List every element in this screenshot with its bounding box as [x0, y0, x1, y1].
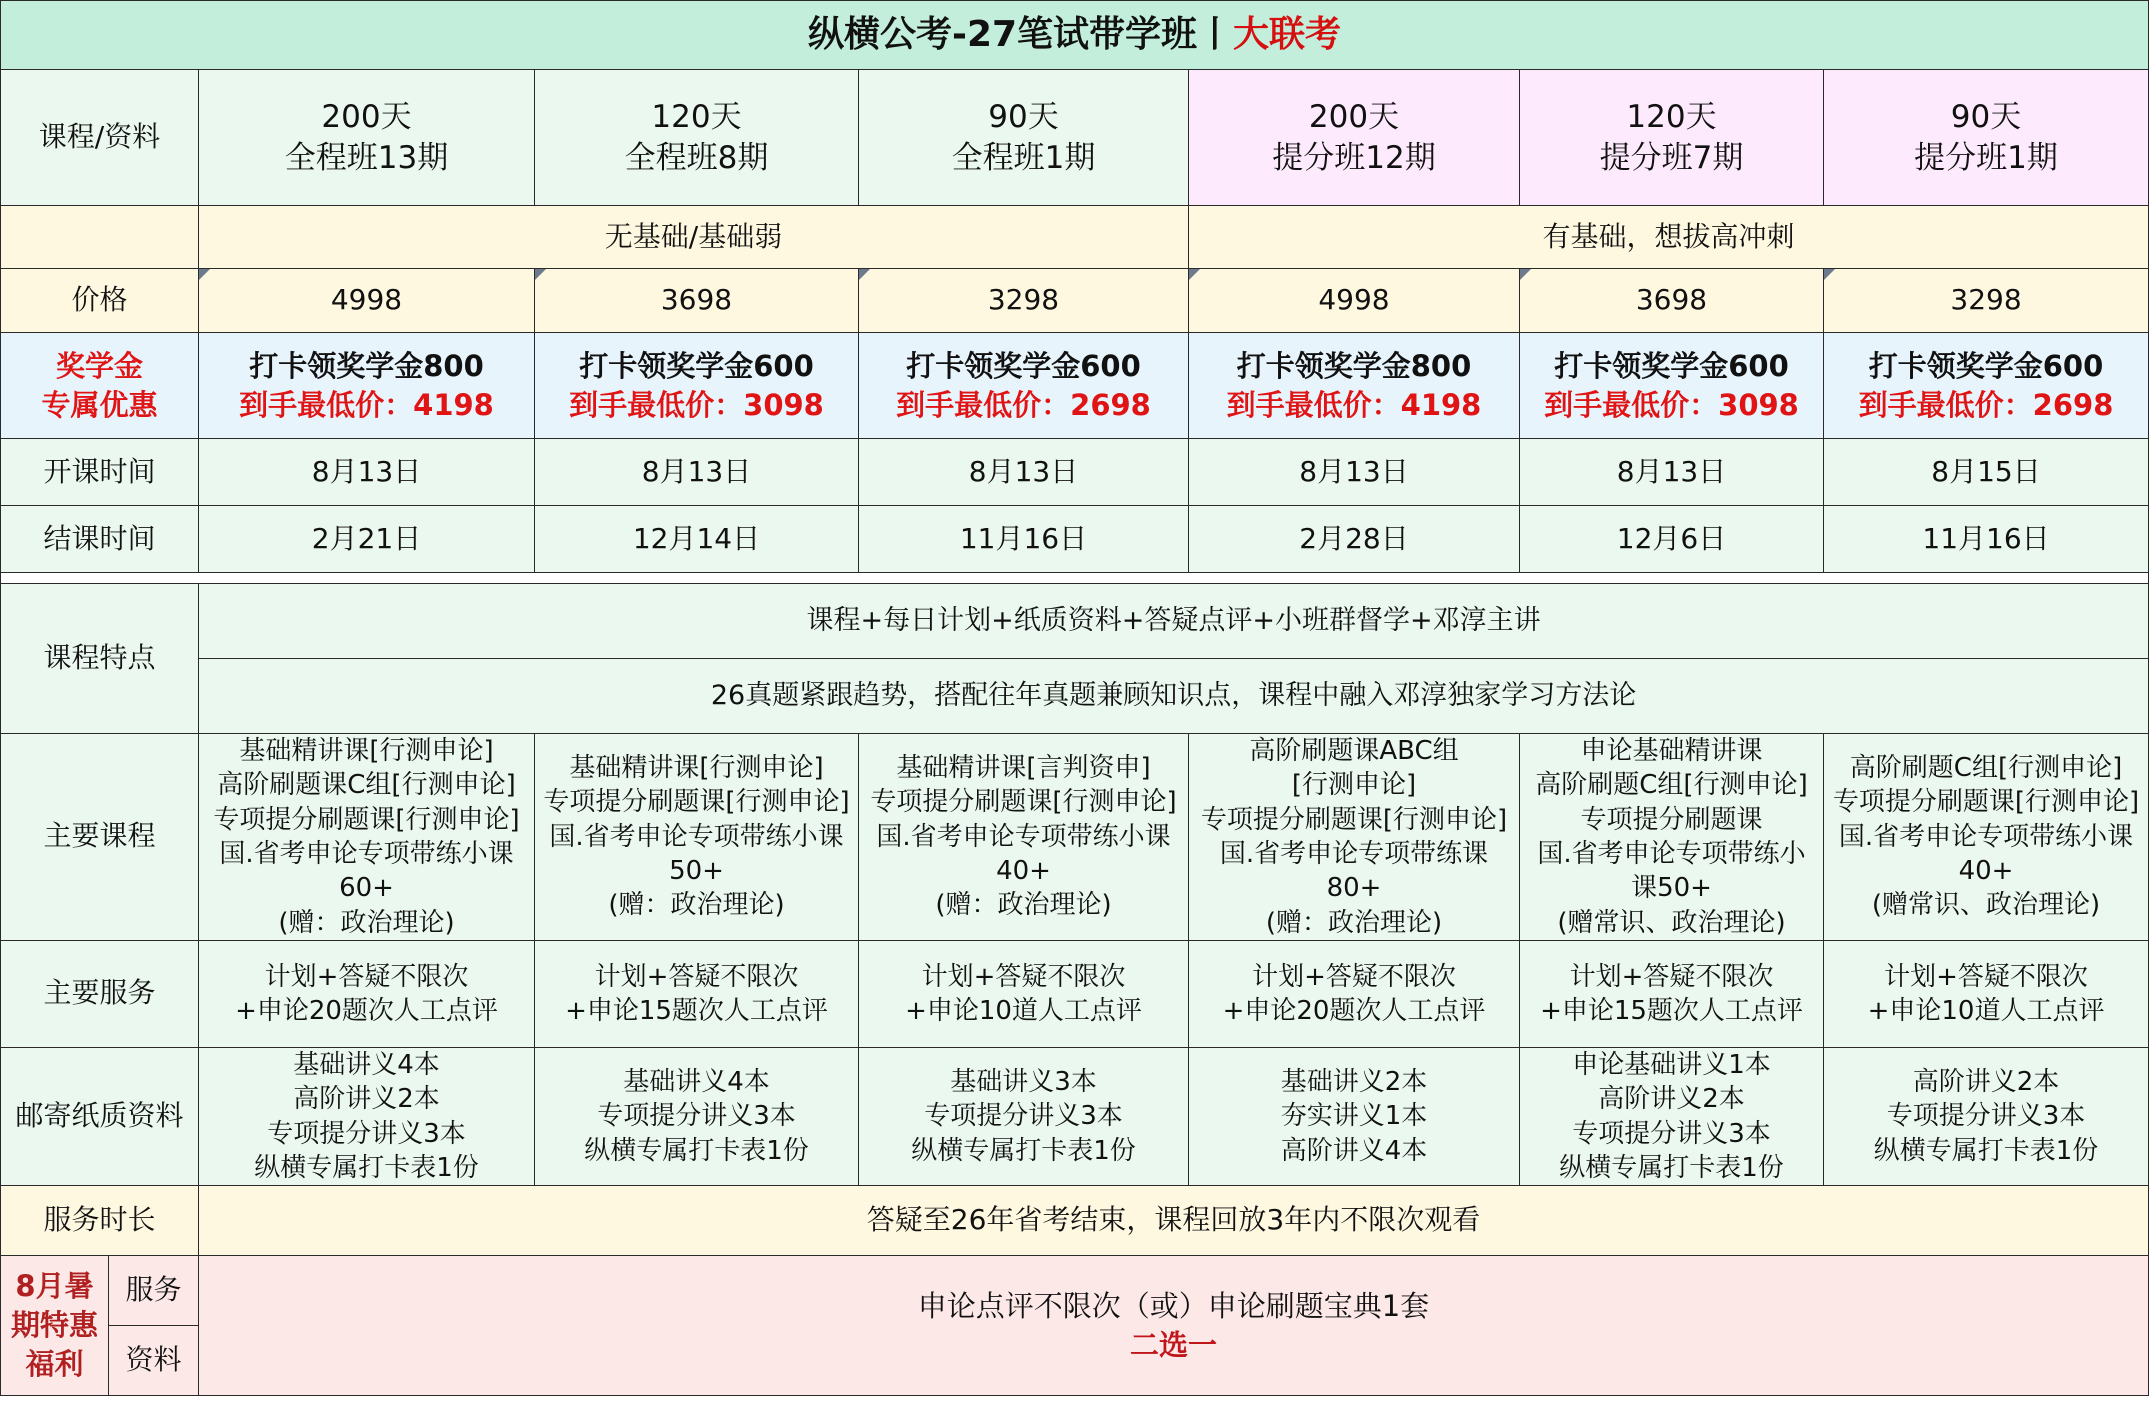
scholarship-text: 打卡领奖学金600	[1554, 349, 1789, 384]
min-price-label: 到手最低价：	[569, 387, 744, 422]
materials-cell: 基础讲义4本 专项提分讲义3本 纵横专属打卡表1份	[535, 1047, 859, 1185]
feature-line: 26真题紧跟趋势，搭配往年真题兼顾知识点，课程中融入邓淳独家学习方法论	[199, 659, 2149, 734]
plan-header: 90天 全程班1期	[859, 70, 1189, 206]
min-price-label: 到手最低价：	[1226, 387, 1401, 422]
min-price-label: 到手最低价：	[1544, 387, 1719, 422]
scholarship-text: 打卡领奖学金800	[249, 349, 484, 384]
start-date: 8月13日	[535, 439, 859, 506]
main-courses-cell: 基础精讲课[行测申论] 专项提分刷题课[行测申论] 国.省考申论专项带练小课 50+ (赠：政治理论)	[535, 734, 859, 941]
end-date: 12月14日	[535, 506, 859, 573]
title-highlight: 大联考	[1233, 14, 1342, 56]
main-courses-cell: 高阶刷题C组[行测申论] 专项提分刷题课[行测申论] 国.省考申论专项带练小课 40+ (赠常识、政治理论)	[1824, 734, 2149, 941]
start-date: 8月13日	[1520, 439, 1824, 506]
main-courses-cell: 基础精讲课[言判资申] 专项提分刷题课[行测申论] 国.省考申论专项带练小课 40+ (赠：政治理论)	[859, 734, 1189, 941]
row-label-promo: 8月暑 期特惠 福利	[1, 1256, 109, 1396]
scholarship-text: 打卡领奖学金600	[1868, 349, 2104, 384]
start-date: 8月15日	[1824, 439, 2149, 506]
plan-header: 120天 提分班7期	[1520, 70, 1824, 206]
scholarship-text: 打卡领奖学金800	[1236, 349, 1472, 384]
scholarship-cell	[1824, 333, 2149, 439]
group-right: 有基础，想拔高冲刺	[1189, 206, 2149, 269]
materials-cell: 基础讲义4本 高阶讲义2本 专项提分讲义3本 纵横专属打卡表1份	[199, 1047, 535, 1185]
feature-line: 课程+每日计划+纸质资料+答疑点评+小班群督学+邓淳主讲	[199, 584, 2149, 659]
materials-cell: 基础讲义2本 夯实讲义1本 高阶讲义4本	[1189, 1047, 1520, 1185]
promo-cell	[199, 1256, 2149, 1396]
price-cell: 3698	[1520, 269, 1824, 333]
min-price-label: 到手最低价：	[896, 387, 1071, 422]
materials-cell: 申论基础讲义1本 高阶讲义2本 专项提分讲义3本 纵横专属打卡表1份	[1520, 1047, 1824, 1185]
min-price-value: 2698	[2032, 387, 2114, 422]
scholarship-cell	[1520, 333, 1824, 439]
min-price-value: 2698	[1070, 387, 1151, 422]
row-label-materials: 邮寄纸质资料	[1, 1047, 199, 1185]
main-services-cell: 计划+答疑不限次 +申论20题次人工点评	[1189, 940, 1520, 1047]
row-label-main-courses: 主要课程	[1, 734, 199, 941]
row-label-scholarship: 奖学金 专属优惠	[1, 333, 199, 439]
main-services-cell: 计划+答疑不限次 +申论15题次人工点评	[1520, 940, 1824, 1047]
section-gap	[1, 573, 2149, 584]
main-courses-cell: 高阶刷题课ABC组 [行测申论] 专项提分刷题课[行测申论] 国.省考申论专项带练课 80+ (赠：政治理论)	[1189, 734, 1520, 941]
end-date: 11月16日	[859, 506, 1189, 573]
start-date: 8月13日	[1189, 439, 1520, 506]
duration-cell: 答疑至26年省考结束，课程回放3年内不限次观看	[199, 1186, 2149, 1256]
end-date: 12月6日	[1520, 506, 1824, 573]
promo-line: 申论点评不限次（或）申论刷题宝典1套	[917, 1289, 1430, 1324]
plan-header: 200天 全程班13期	[199, 70, 535, 206]
row-label-features: 课程特点	[1, 584, 199, 734]
end-date: 2月21日	[199, 506, 535, 573]
min-price-value: 4198	[413, 387, 494, 422]
group-left: 无基础/基础弱	[199, 206, 1189, 269]
start-date: 8月13日	[199, 439, 535, 506]
end-date: 11月16日	[1824, 506, 2149, 573]
price-cell: 3298	[859, 269, 1189, 333]
materials-cell: 高阶讲义2本 专项提分讲义3本 纵横专属打卡表1份	[1824, 1047, 2149, 1185]
min-price-label: 到手最低价：	[1858, 387, 2033, 422]
min-price-label: 到手最低价：	[239, 387, 414, 422]
promo-service-label: 服务	[109, 1256, 199, 1326]
plan-header: 200天 提分班12期	[1189, 70, 1520, 206]
page-title	[1, 1, 2149, 70]
plan-header: 120天 全程班8期	[535, 70, 859, 206]
scholarship-cell	[859, 333, 1189, 439]
promo-choice: 二选一	[1130, 1327, 1218, 1362]
row-label-main-services: 主要服务	[1, 940, 199, 1047]
promo-material-label: 资料	[109, 1326, 199, 1396]
row-label-duration: 服务时长	[1, 1186, 199, 1256]
min-price-value: 3098	[1718, 387, 1799, 422]
end-date: 2月28日	[1189, 506, 1520, 573]
group-label-blank	[1, 206, 199, 269]
main-courses-cell: 申论基础精讲课 高阶刷题C组[行测申论] 专项提分刷题课 国.省考申论专项带练小 课50+ (赠常识、政治理论)	[1520, 734, 1824, 941]
main-courses-cell: 基础精讲课[行测申论] 高阶刷题课C组[行测申论] 专项提分刷题课[行测申论] 国.省考申论专项带练小课 60+ (赠：政治理论)	[199, 734, 535, 941]
price-cell: 4998	[199, 269, 535, 333]
plan-header: 90天 提分班1期	[1824, 70, 2149, 206]
price-cell: 4998	[1189, 269, 1520, 333]
min-price-value: 4198	[1400, 387, 1482, 422]
scholarship-text: 打卡领奖学金600	[579, 349, 814, 384]
row-label-start: 开课时间	[1, 439, 199, 506]
title-main: 纵横公考-27笔试带学班丨	[808, 14, 1234, 56]
scholarship-cell	[535, 333, 859, 439]
price-cell: 3298	[1824, 269, 2149, 333]
main-services-cell: 计划+答疑不限次 +申论10道人工点评	[1824, 940, 2149, 1047]
row-label-end: 结课时间	[1, 506, 199, 573]
row-label-price: 价格	[1, 269, 199, 333]
min-price-value: 3098	[743, 387, 824, 422]
materials-cell: 基础讲义3本 专项提分讲义3本 纵横专属打卡表1份	[859, 1047, 1189, 1185]
start-date: 8月13日	[859, 439, 1189, 506]
main-services-cell: 计划+答疑不限次 +申论15题次人工点评	[535, 940, 859, 1047]
price-cell: 3698	[535, 269, 859, 333]
scholarship-cell	[199, 333, 535, 439]
main-services-cell: 计划+答疑不限次 +申论20题次人工点评	[199, 940, 535, 1047]
row-label-course: 课程/资料	[1, 70, 199, 206]
scholarship-cell	[1189, 333, 1520, 439]
main-services-cell: 计划+答疑不限次 +申论10道人工点评	[859, 940, 1189, 1047]
scholarship-text: 打卡领奖学金600	[906, 349, 1141, 384]
